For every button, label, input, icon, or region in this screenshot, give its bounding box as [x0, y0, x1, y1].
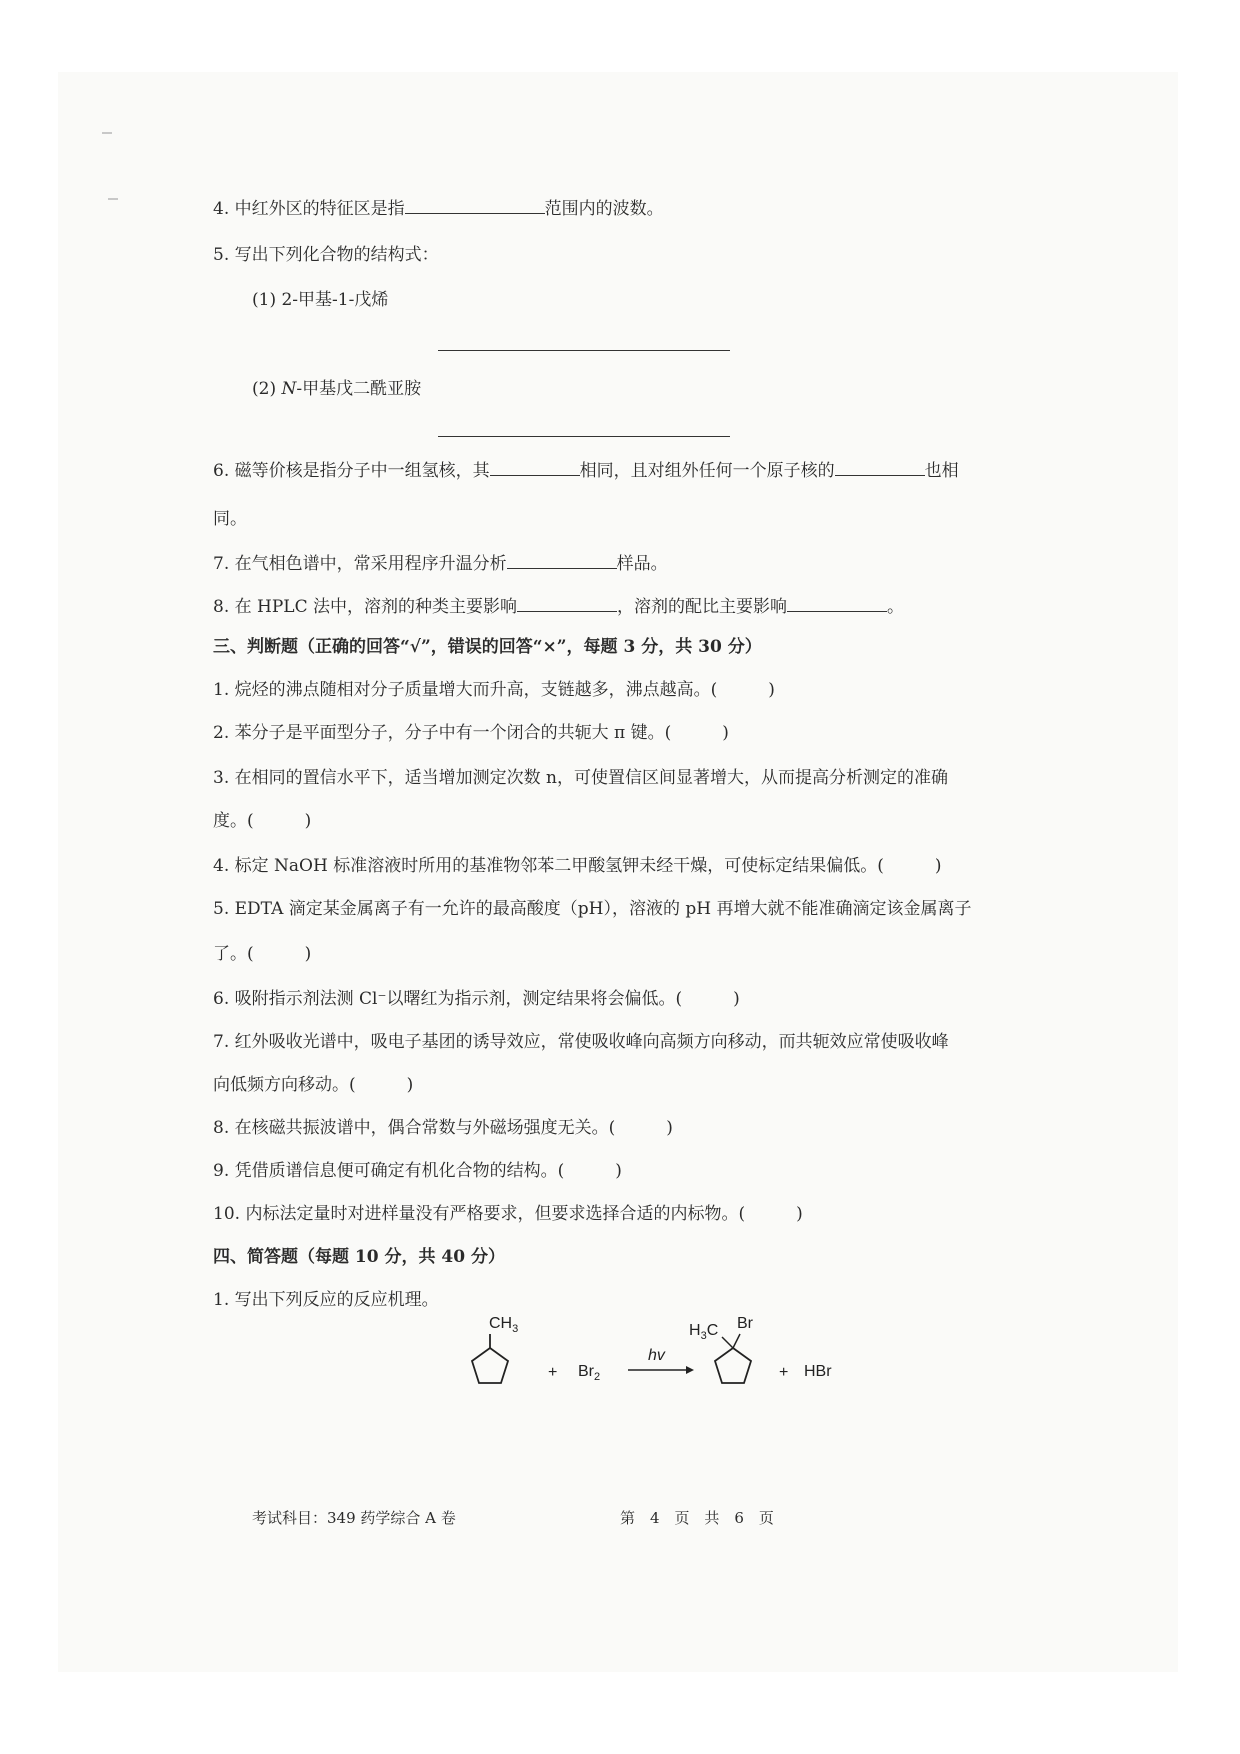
question-6 [213, 459, 959, 482]
footer-pages [620, 1508, 774, 1528]
question-8 [213, 595, 904, 618]
judge-3-cont: 度。( ) [213, 811, 312, 831]
scan-mark [108, 198, 118, 200]
answer-line-5-1[interactable] [438, 350, 730, 351]
item-text: -甲基戊二酰亚胺 [296, 379, 422, 399]
question-text: 也相 [924, 461, 959, 481]
judge-7-cont: 向低频方向移动。( ) [213, 1075, 414, 1095]
methyl-group-label: $H_3C$ [689, 1322, 719, 1342]
short-answer-1: 1. 写出下列反应的反应机理。 [213, 1290, 439, 1310]
bromine-reagent: $Br_2$ [578, 1363, 601, 1383]
italic-n: N [281, 379, 297, 399]
answer-line-5-2[interactable] [438, 436, 730, 437]
question-text: ，溶剂的配比主要影响 [617, 597, 787, 617]
question-text: 6. 磁等价核是指分子中一组氢核，其 [213, 461, 490, 481]
question-7 [213, 552, 668, 575]
question-text: 范围内的波数。 [544, 199, 664, 219]
question-text: 7. 在气相色谱中，常采用程序升温分析 [213, 554, 507, 574]
judge-3: 3. 在相同的置信水平下，适当增加测定次数 n，可使置信区间显著增大，从而提高分析测定的准确 [213, 768, 948, 788]
section-4-heading: 四、简答题（每题 10 分，共 40 分） [213, 1247, 505, 1267]
scan-mark [102, 132, 112, 134]
section-3-heading: 三、判断题（正确的回答“√”，错误的回答“×”，每题 3 分，共 30 分） [213, 637, 762, 657]
bromine-label: Br [737, 1315, 753, 1332]
methyl-label: $CH_3$ [489, 1315, 519, 1335]
question-6-cont: 同。 [213, 509, 247, 529]
question-text: 4. 中红外区的特征区是指 [213, 199, 405, 219]
total-pages: 共 6 页 [704, 1509, 774, 1527]
question-5-item-2 [252, 378, 421, 400]
judge-5: 5. EDTA 滴定某金属离子有一允许的最高酸度（pH），溶液的 pH 再增大就不能准确滴定该金属离子 [213, 899, 972, 919]
hbr-product: HBr [804, 1363, 832, 1380]
answer-blank[interactable] [490, 459, 580, 476]
judge-6: 6. 吸附指示剂法测 Cl⁻以曙红为指示剂，测定结果将会偏低。( ) [213, 989, 740, 1009]
answer-blank[interactable] [787, 595, 887, 612]
product-structure [689, 1315, 754, 1383]
question-text: 。 [887, 597, 904, 617]
judge-9: 9. 凭借质谱信息便可确定有机化合物的结构。( ) [213, 1161, 622, 1181]
answer-blank[interactable] [835, 459, 925, 476]
subscript-2: 2 [594, 1371, 601, 1383]
condition-label: hv [648, 1347, 665, 1364]
answer-blank[interactable] [517, 595, 617, 612]
plus-sign: + [779, 1364, 789, 1381]
question-text: 相同，且对组外任何一个原子核的 [579, 461, 835, 481]
judge-7: 7. 红外吸收光谱中，吸电子基团的诱导效应，常使吸收峰向高频方向移动，而共轭效应常使吸收峰 [213, 1032, 949, 1052]
question-text: 8. 在 HPLC 法中，溶剂的种类主要影响 [213, 597, 517, 617]
footer-subject: 考试科目：349 药学综合 A 卷 [252, 1509, 456, 1527]
question-4 [213, 197, 664, 220]
subscript-3: 3 [512, 1323, 519, 1335]
answer-blank[interactable] [405, 197, 545, 214]
judge-10: 10. 内标法定量时对进样量没有严格要求，但要求选择合适的内标物。( ) [213, 1204, 803, 1224]
plus-sign: + [548, 1364, 558, 1381]
page-number: 第 4 页 [620, 1509, 690, 1527]
carbon-label: C [706, 1322, 719, 1339]
methylcyclopentane-structure [472, 1315, 518, 1383]
question-5: 5. 写出下列化合物的结构式： [213, 245, 439, 265]
item-number: (2) [252, 379, 282, 399]
judge-1: 1. 烷烃的沸点随相对分子质量增大而升高，支链越多，沸点越高。( ) [213, 680, 775, 700]
question-5-item-1: (1) 2-甲基-1-戊烯 [252, 290, 389, 310]
judge-2: 2. 苯分子是平面型分子，分子中有一个闭合的共轭大 π 键。( ) [213, 723, 729, 743]
question-text: 样品。 [616, 554, 668, 574]
judge-5-cont: 了。( ) [213, 944, 312, 964]
reaction-arrow [628, 1347, 694, 1374]
judge-8: 8. 在核磁共振波谱中，偶合常数与外磁场强度无关。( ) [213, 1118, 673, 1138]
answer-blank[interactable] [507, 552, 617, 569]
judge-4: 4. 标定 NaOH 标准溶液时所用的基准物邻苯二甲酸氢钾未经干燥，可使标定结果偏低。( ) [213, 856, 942, 876]
subscript-3: 3 [700, 1330, 707, 1342]
reaction-scheme [460, 1310, 860, 1410]
